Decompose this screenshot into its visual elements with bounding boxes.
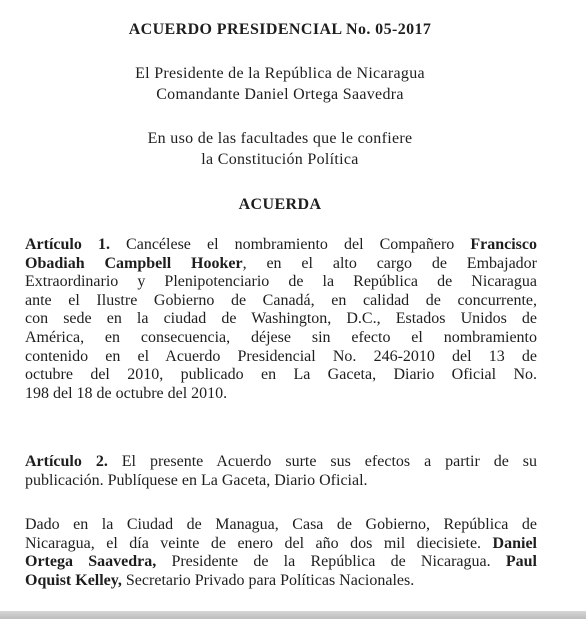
article-2-paragraph [25,453,537,490]
article-1-line: contenido en el Acuerdo Presidencial No. 246-2010 del 13 de [25,347,537,365]
ambassador-name-part: Obadiah Campbell Hooker [25,254,243,272]
article-1-line: octubre del 2010, publicado en La Gaceta, Diario Oficial No. [25,366,537,384]
agreement-heading: ACUERDA [238,196,322,213]
article-1-line: América, en consecuencia, déjese sin efecto el nombramiento [25,328,537,346]
issuer-line-1: El Presidente de la República de Nicaragua [135,65,425,82]
article-1-line: Extraordinario y Plenipotenciario de la República de Nicaragua [25,273,537,291]
article-1-line: 198 del 18 de octubre del 2010. [25,384,228,402]
document-title: ACUERDO PRESIDENCIAL No. 05-2017 [128,21,432,38]
article-2-label: Artículo 2. [25,453,108,470]
signatory-name-part: Ortega Saavedra, [25,553,157,571]
ambassador-name-part: Francisco [470,236,538,253]
article-2-line: publicación. Publíquese en La Gaceta, Diario Oficial. [25,471,368,489]
closing-line [25,572,537,591]
article-1-line [25,236,537,255]
article-1-line: ante el Ilustre Gobierno de Canadá, en calidad de concurrente, [25,291,537,309]
issuer-line-2: Comandante Daniel Ortega Saavedra [156,86,404,103]
closing-paragraph [25,516,537,590]
article-1-paragraph [25,236,537,403]
line-text: Nicaragua, el día veinte de enero del año dos mil diecisiete. [25,534,493,552]
article-1-line [25,255,537,274]
line-text: Cancélese el nombramiento del Compañero [109,236,471,253]
page-bottom-shadow [0,611,586,619]
signatory-name-part: Daniel [492,534,537,552]
article-1-label: Artículo 1. [25,236,110,253]
article-2-line [25,453,537,472]
closing-line [25,553,537,572]
line-text: , en el alto cargo de Embajador [242,254,537,272]
powers-line-1: En uso de las facultades que le confiere [147,130,413,147]
closing-line [25,535,537,554]
article-1-line: con sede en la ciudad de Washington, D.C., Estados Unidos de [25,310,537,328]
line-text: Secretario Privado para Políticas Nacionales. [121,571,415,589]
line-text: Presidente de la República de Nicaragua. [156,553,506,571]
line-text: El presente Acuerdo surte sus efectos a partir de su [107,453,537,470]
powers-line-2: la Constitución Política [201,151,359,168]
signatory-name-part: Paul [505,553,537,571]
signatory-name-part: Oquist Kelley, [25,571,122,589]
closing-line: Dado en la Ciudad de Managua, Casa de Gobierno, República de [25,516,537,533]
